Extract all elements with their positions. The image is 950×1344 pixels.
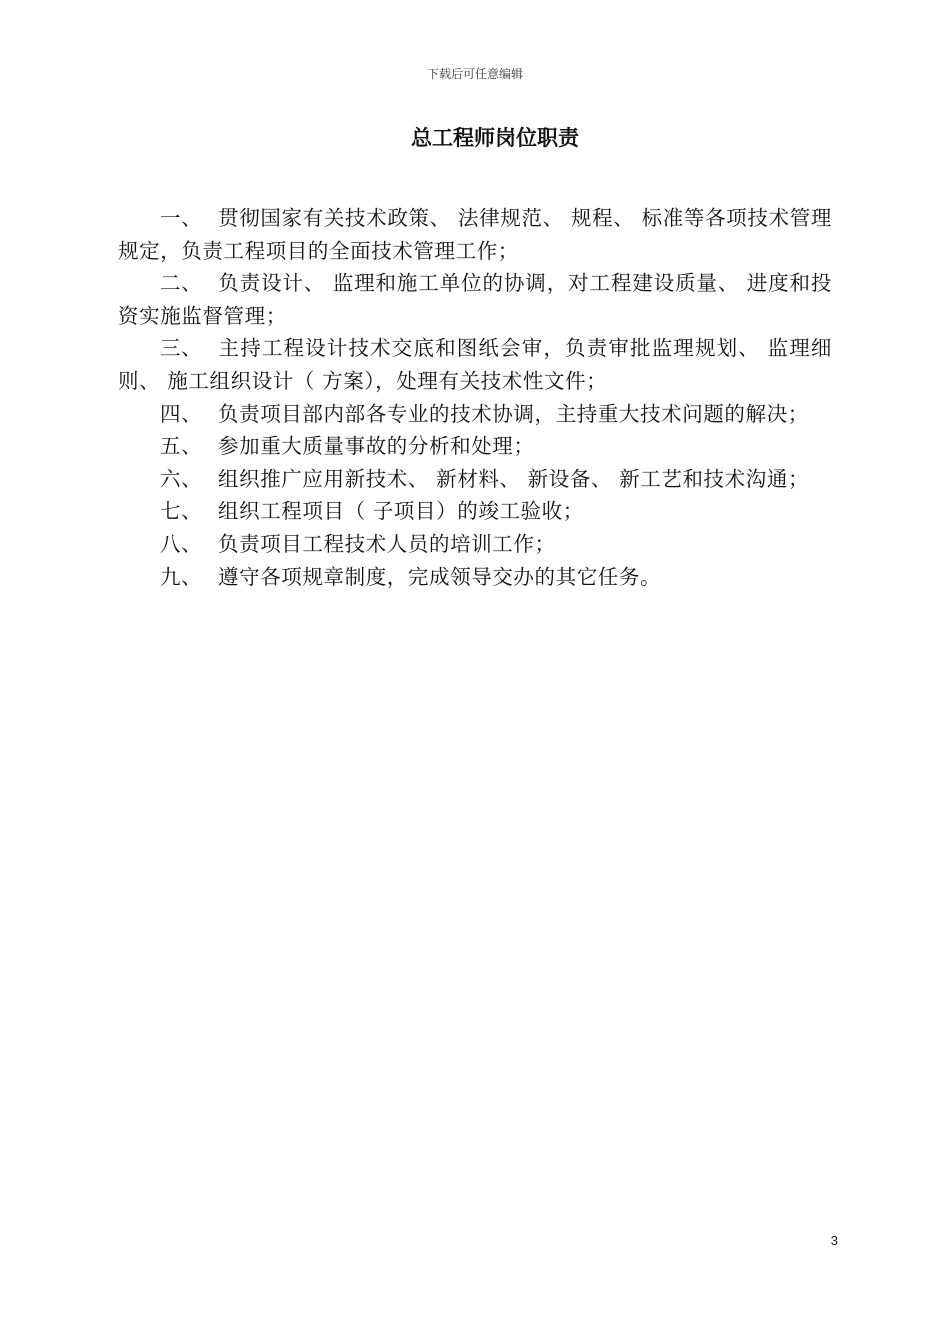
page-header-note: 下载后可任意编辑 [426, 67, 523, 81]
duty-text: 主持工程设计技术交底和图纸会审，负责审批监理规划、 监理细则、 施工组织设计（ 方案），处理有关技术性文件； [118, 336, 832, 393]
page-number: 3 [830, 1233, 838, 1248]
duty-text: 组织推广应用新技术、 新材料、 新设备、 新工艺和技术沟通； [218, 466, 810, 491]
duty-text: 贯彻国家有关技术政策、 法律规范、 规程、 标准等各项技术管理规定，负责工程项目的全面技术管理工作； [118, 206, 832, 263]
duty-text: 负责设计、 监理和施工单位的协调，对工程建设质量、 进度和投资实施监督管理； [118, 271, 832, 328]
duty-text: 遵守各项规章制度，完成领导交办的其它任务。 [218, 564, 662, 589]
duty-item-4 [118, 398, 832, 431]
duty-item-3 [118, 332, 832, 397]
document-body [118, 202, 832, 593]
duty-item-5 [118, 430, 832, 463]
duty-item-7 [118, 495, 832, 528]
duty-item-9 [118, 561, 832, 594]
duty-number: 二、 [160, 271, 203, 296]
duty-number: 三、 [160, 336, 203, 361]
duty-item-2 [118, 267, 832, 332]
duty-text: 参加重大质量事故的分析和处理； [218, 434, 535, 459]
duty-text: 组织工程项目（ 子项目）的竣工验收； [218, 499, 584, 524]
duty-number: 九、 [160, 564, 203, 589]
duty-item-8 [118, 528, 832, 561]
duty-number: 八、 [160, 531, 203, 556]
document-title: 总工程师岗位职责 [411, 126, 579, 150]
duty-number: 七、 [160, 499, 203, 524]
duty-text: 负责项目部内部各专业的技术协调，主持重大技术问题的解决； [218, 401, 809, 426]
duty-number: 四、 [160, 401, 203, 426]
duty-number: 六、 [160, 466, 203, 491]
duty-item-6 [118, 463, 832, 496]
duty-number: 五、 [160, 434, 203, 459]
duty-number: 一、 [160, 206, 203, 230]
duty-item-1 [118, 202, 832, 267]
duty-text: 负责项目工程技术人员的培训工作； [218, 531, 556, 556]
